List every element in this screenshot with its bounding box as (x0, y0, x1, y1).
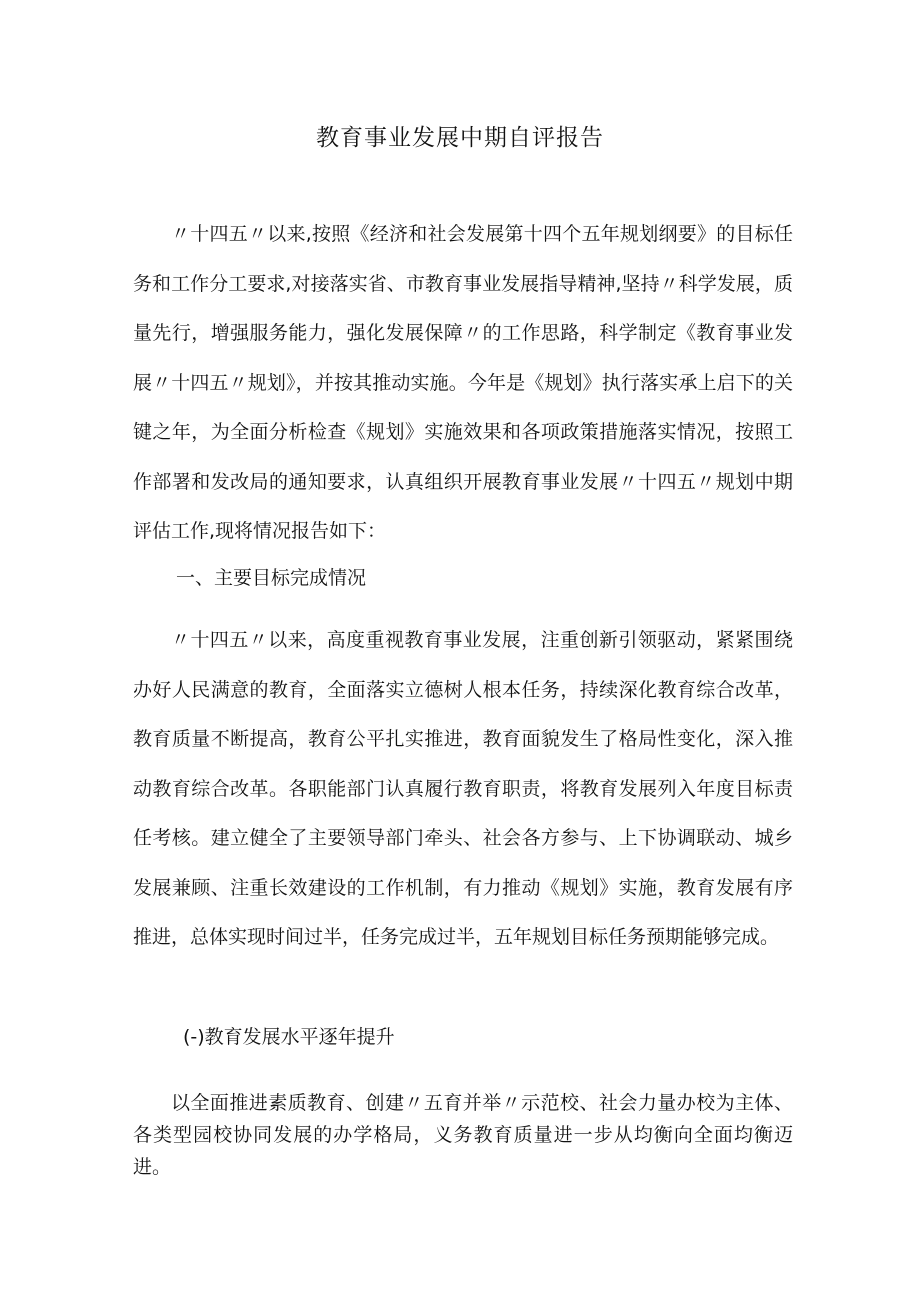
paragraph-intro: 〃十四五〃以来,按照《经济和社会发展第十四个五年规划纲要》的目标任务和工作分工要求,对接落实省、市教育事业发展指导精神,坚持〃科学发展，质量先行，增强服务能力，强化发展保障〃的工作思路，科学制定《教育事业发展〃十四五〃规划》，并按其推动实施。今年是《规划》执行落实承上启下的关键之年，为全面分析检查《规划》实施效果和各项政策措施落实情况，按照工作部署和发改局的通知要求，认真组织开展教育事业发展〃十四五〃规划中期评估工作,现将情况报告如下： (133, 223, 793, 542)
paragraph-main-goals: 〃十四五〃以来，高度重视教育事业发展，注重创新引领驱动，紧紧围绕办好人民满意的教育，全面落实立德树人根本任务，持续深化教育综合改革，教育质量不断提高，教育公平扎实推进，教育面貌发生了格局性变化，深入推动教育综合改革。各职能部门认真履行教育职责，将教育发展列入年度目标责任考核。建立健全了主要领导部门牵头、社会各方参与、上下协调联动、城乡发展兼顾、注重长效建设的工作机制，有力推动《规划》实施，教育发展有序推进，总体实现时间过半，任务完成过半，五年规划目标任务预期能够完成。 (133, 629, 793, 948)
paragraph-development-level: 以全面推进素质教育、创建〃五育并举〃示范校、社会力量办校为主体、各类型园校协同发展的办学格局，义务教育质量进一步从均衡向全面均衡迈进。 (133, 1092, 793, 1178)
section-heading-main-goals: 一、主要目标完成情况 (176, 567, 367, 589)
document-title: 教育事业发展中期自评报告 (316, 125, 604, 151)
subsection-heading-development-level: (-)教育发展水平逐年提升 (183, 1026, 395, 1048)
